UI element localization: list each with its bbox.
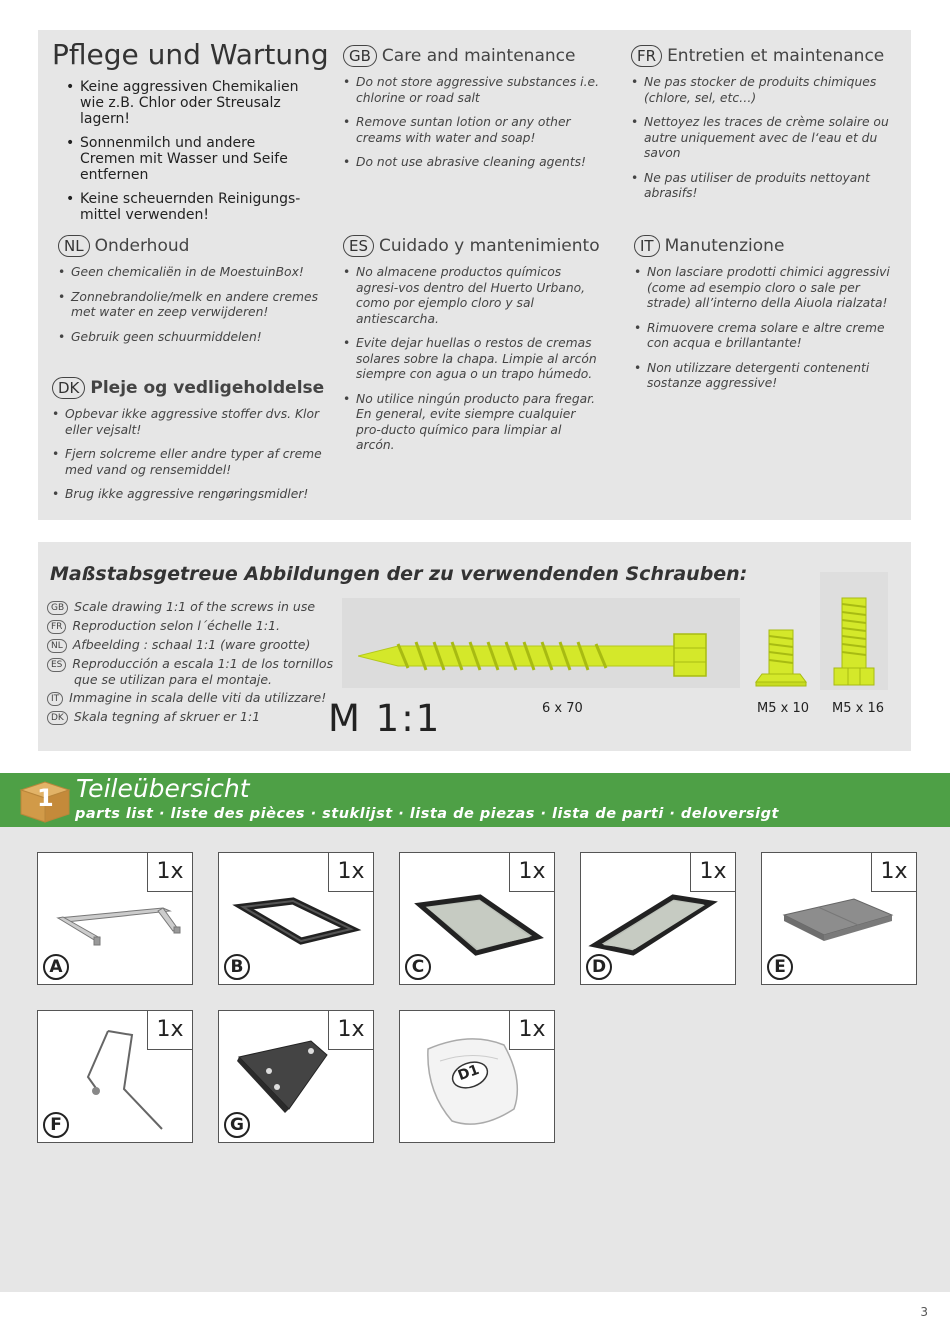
part-quantity: 1x — [509, 853, 554, 892]
list-item: • Non utilizzare detergenti contenenti sostanze aggressive! — [634, 361, 896, 392]
scale-lang-nl: NL Afbeelding : schaal 1:1 (ware grootte) — [47, 637, 310, 653]
list-item: • Non lasciare prodotti chimici aggressivi (come ad esempio cloro o sale per strade) all’interno della Aiuola rialzata! — [634, 265, 896, 312]
parts-subtitle: parts list · liste des pièces · stuklijst · lista de piezas · lista de parti · deloversigt — [75, 806, 779, 822]
list-item: • Opbevar ikke aggressive stoffer dvs. Klor eller vejsalt! — [52, 407, 322, 438]
care-section-dk — [52, 377, 325, 512]
part-d — [580, 852, 736, 985]
screw-6x70-icon — [358, 632, 710, 678]
screw-label-m5x16: M5 x 16 — [832, 701, 884, 716]
scale-lang-dk: DK Skala tegning af skruer er 1:1 — [47, 709, 260, 725]
part-b — [218, 852, 374, 985]
part-quantity: 1x — [871, 853, 916, 892]
list-item: • Ne pas stocker de produits chimiques (chlore, sel, etc…) — [631, 75, 893, 106]
part-g — [218, 1010, 374, 1143]
list-item: • Rimuovere crema solare e altre creme con acqua e brillantante! — [634, 321, 896, 352]
list-item: • Do not use abrasive cleaning agents! — [343, 155, 603, 171]
list-item: • No almacene productos químicos agresi-vos dentro del Huerto Urbano, como por ejemplo cloro y sal antiescarcha. — [343, 265, 603, 327]
screw-m5x10-icon — [754, 628, 808, 688]
list-item: • Fjern solcreme eller andre typer af creme med vand og rensemiddel! — [52, 447, 322, 478]
part-c — [399, 852, 555, 985]
screw-label-6x70: 6 x 70 — [542, 701, 583, 716]
list-item: • Keine scheuernden Reinigungs-mittel verwenden! — [66, 191, 312, 223]
care-title-es: Cuidado y mantenimiento — [379, 236, 600, 256]
scale-lang-es: ES Reproducción a escala 1:1 de los tornillos que se utilizan para el montaje. — [47, 656, 333, 687]
part-quantity: 1x — [328, 1011, 373, 1050]
part-quantity: 1x — [690, 853, 735, 892]
part-d1-bag — [399, 1010, 555, 1143]
list-item: • Brug ikke aggressive rengøringsmidler! — [52, 487, 322, 503]
scale-lang-it: IT Immagine in scala delle viti da utilizzare! — [47, 690, 326, 706]
care-title-nl: Onderhoud — [94, 236, 190, 256]
bag-label: D1 — [455, 1061, 482, 1085]
part-letter: B — [224, 954, 250, 980]
screw-m5x16-icon — [831, 596, 877, 688]
step-number: 1 — [37, 784, 54, 812]
lang-code-es: ES — [343, 235, 374, 257]
scale-lang-gb: GB Scale drawing 1:1 of the screws in use — [47, 599, 315, 615]
list-item: • Nettoyez les traces de crème solaire ou autre uniquement avec de l‘eau et du savon — [631, 115, 893, 162]
care-section-es — [343, 235, 603, 463]
care-section-gb — [343, 45, 603, 180]
part-letter: E — [767, 954, 793, 980]
list-item: • Ne pas utiliser de produits nettoyant abrasifs! — [631, 171, 893, 202]
care-section-it — [634, 235, 896, 401]
part-quantity: 1x — [328, 853, 373, 892]
list-item: • Do not store aggressive substances i.e. chlorine or road salt — [343, 75, 603, 106]
part-a — [37, 852, 193, 985]
list-item: • Keine aggressiven Chemikalien wie z.B. Chlor oder Streusalz lagern! — [66, 79, 312, 127]
part-letter: A — [43, 954, 69, 980]
lang-code-dk: DK — [52, 377, 85, 399]
screw-label-m5x10: M5 x 10 — [757, 701, 809, 716]
part-quantity: 1x — [147, 853, 192, 892]
care-title-fr: Entretien et maintenance — [667, 46, 885, 66]
list-item: • No utilice ningún producto para fregar. En general, evite siempre cualquier pro-ducto químico para limpiar al arcón. — [343, 392, 603, 454]
scale-title: Maßstabsgetreue Abbildungen der zu verwendenden Schrauben: — [50, 563, 748, 585]
care-section-nl — [58, 235, 318, 354]
care-title-it: Manutenzione — [664, 236, 785, 256]
part-e — [761, 852, 917, 985]
part-quantity: 1x — [509, 1011, 554, 1050]
care-section-de — [52, 38, 329, 231]
part-letter: F — [43, 1112, 69, 1138]
care-section-fr — [631, 45, 893, 211]
lang-code-nl: NL — [58, 235, 90, 257]
list-item: • Sonnenmilch und andere Cremen mit Wasser und Seife entfernen — [66, 135, 312, 183]
list-item: • Remove suntan lotion or any other creams with water and soap! — [343, 115, 603, 146]
part-letter: C — [405, 954, 431, 980]
page-number: 3 — [920, 1305, 928, 1319]
scale-ratio: M 1:1 — [328, 697, 442, 740]
care-title-de: Pflege und Wartung — [52, 38, 329, 71]
part-letter: G — [224, 1112, 250, 1138]
list-item: • Evite dejar huellas o restos de cremas solares sobre la chapa. Limpie al arcón siempre con agua o un trapo húmedo. — [343, 336, 603, 383]
lang-code-fr: FR — [631, 45, 662, 67]
scale-lang-fr: FR Reproduction selon l´échelle 1:1. — [47, 618, 280, 634]
part-letter: D — [586, 954, 612, 980]
part-quantity: 1x — [147, 1011, 192, 1050]
care-title-dk: Pleje og vedligeholdelse — [90, 378, 325, 398]
parts-title: Teileübersicht — [76, 774, 250, 803]
care-title-gb: Care and maintenance — [381, 46, 576, 66]
list-item: • Gebruik geen schuurmiddelen! — [58, 330, 318, 346]
lang-code-gb: GB — [343, 45, 377, 67]
part-f — [37, 1010, 193, 1143]
list-item: • Zonnebrandolie/melk en andere cremes met water en zeep verwijderen! — [58, 290, 318, 321]
lang-code-it: IT — [634, 235, 660, 257]
list-item: • Geen chemicaliën in de MoestuinBox! — [58, 265, 318, 281]
